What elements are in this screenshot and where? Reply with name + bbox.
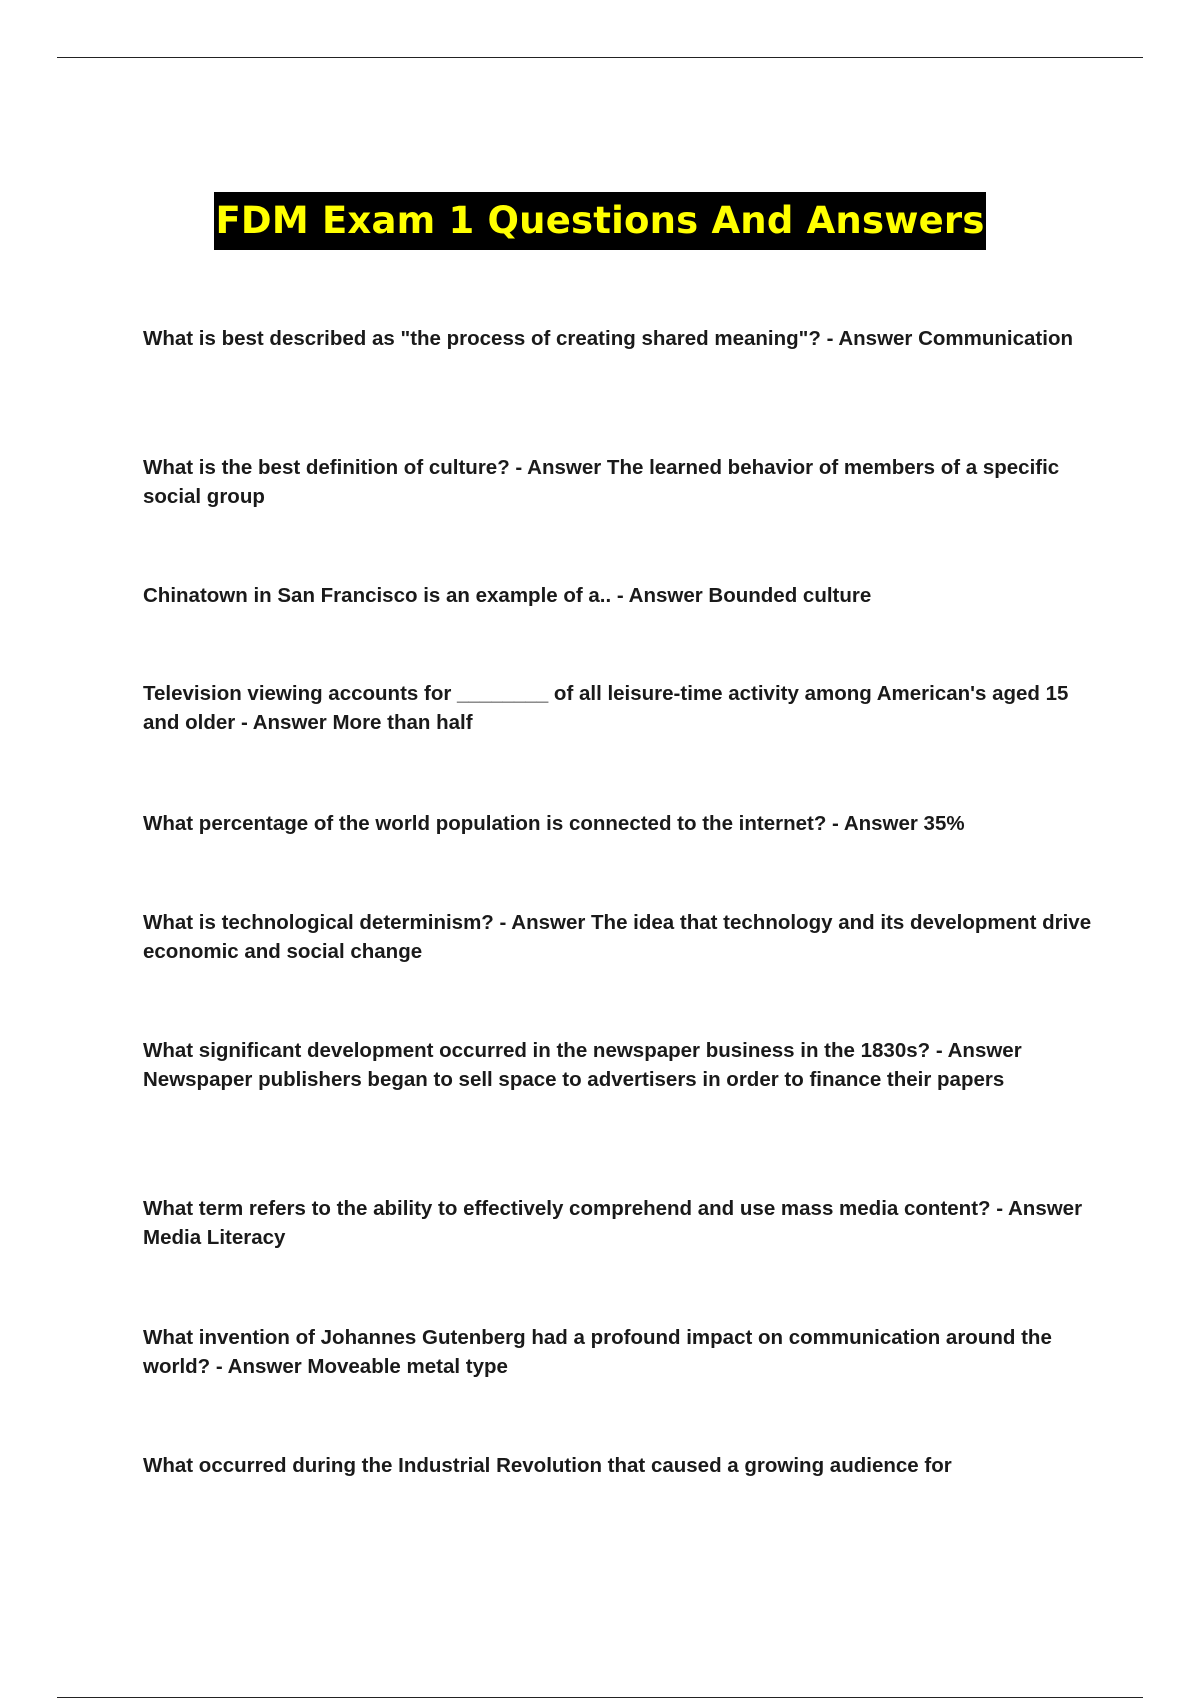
qa-item: What percentage of the world population is connected to the internet? - Answer 35% [143,812,965,835]
qa-item: What is the best definition of culture? - Answer The learned behavior of members of a specific social group [143,456,1060,508]
qa-item: What invention of Johannes Gutenberg had a profound impact on communication around the world? - Answer Moveable metal type [143,1326,1052,1378]
document-title: FDM Exam 1 Questions And Answers [214,192,985,250]
top-rule [57,57,1143,58]
qa-item: Television viewing accounts for ________ of all leisure-time activity among American's aged 15 and older - Answer More than half [143,682,1069,734]
qa-item: Chinatown in San Francisco is an example of a.. - Answer Bounded culture [143,584,872,607]
bottom-rule [57,1697,1143,1698]
title-block [0,192,1200,250]
qa-item: What is best described as "the process of creating shared meaning"? - Answer Communication [143,327,1073,350]
qa-item: What significant development occurred in the newspaper business in the 1830s? - Answer Newspaper publishers began to sell space to advertisers in order to finance their papers [143,1039,1022,1091]
qa-item: What is technological determinism? - Answer The idea that technology and its development drive economic and social change [143,911,1092,963]
qa-item: What occurred during the Industrial Revolution that caused a growing audience for [143,1454,952,1477]
qa-item: What term refers to the ability to effectively comprehend and use mass media content? - Answer Media Literacy [143,1197,1083,1249]
